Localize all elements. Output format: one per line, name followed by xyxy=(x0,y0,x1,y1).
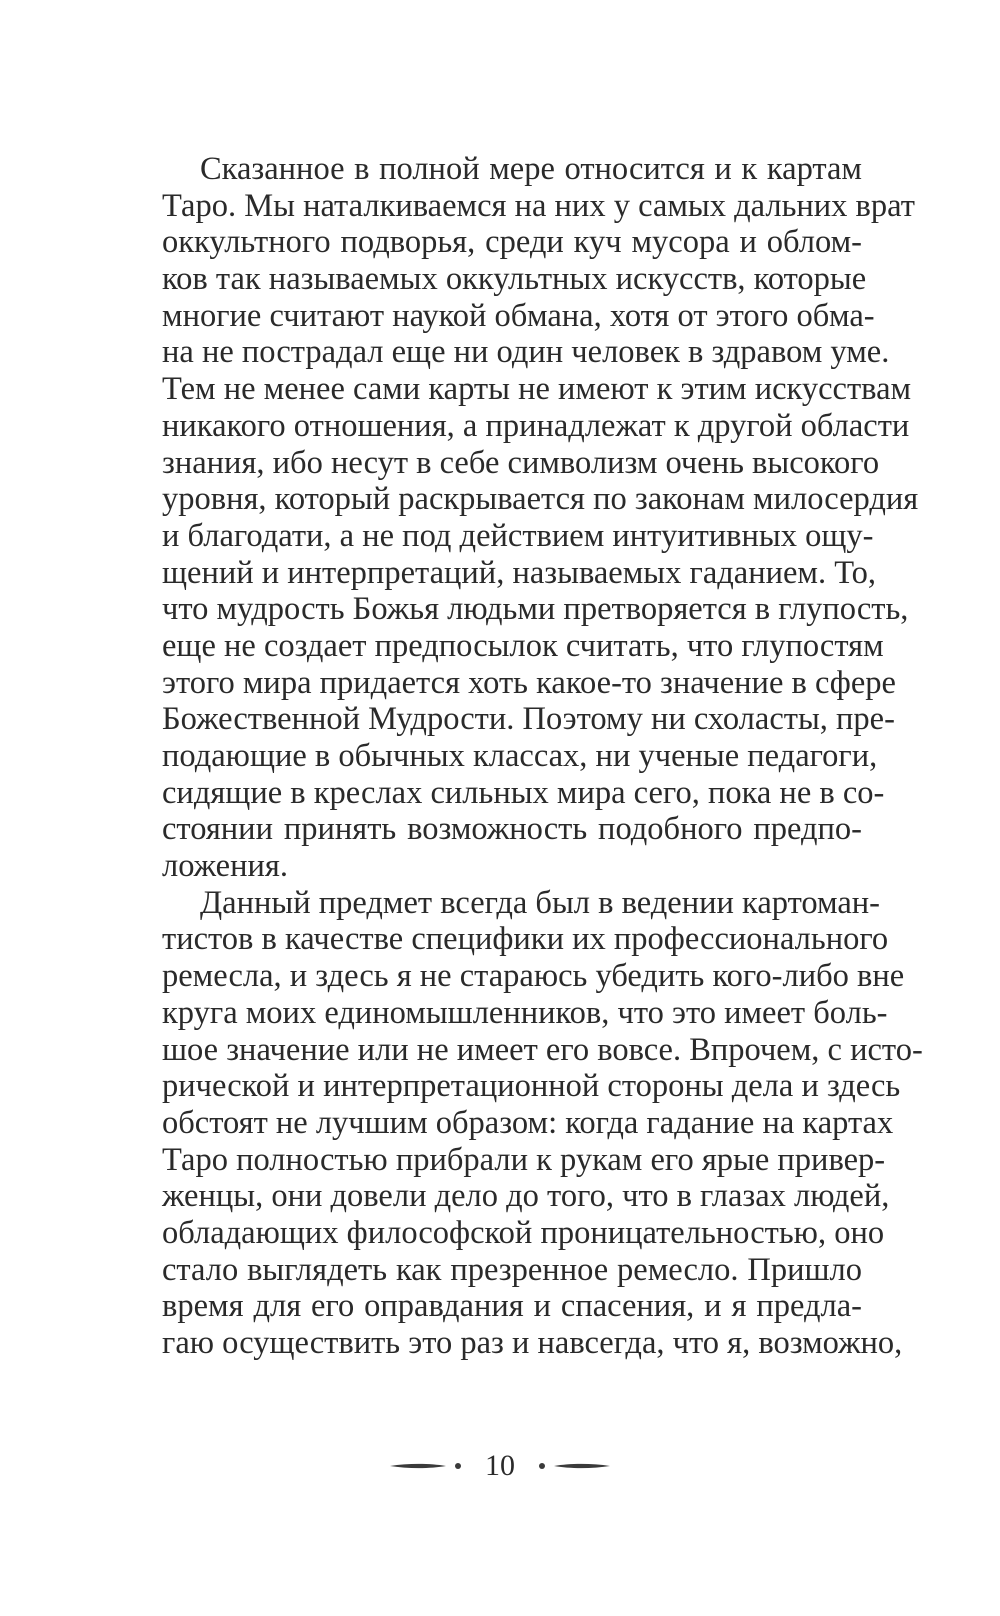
text-line: рической и интерпретационной стороны дела и здесь xyxy=(162,1068,901,1105)
text-line: время для его оправдания и спасения, и я предла- xyxy=(162,1288,862,1325)
text-line: оккультного подворья, среди куч мусора и облом- xyxy=(162,224,862,261)
text-line: подающие в обычных классах, ни ученые педагоги, xyxy=(162,738,878,774)
text-line: ков так называемых оккультных искусств, которые xyxy=(162,261,867,298)
text-line: стоянии принять возможность подобного предпо- xyxy=(162,811,862,848)
paragraph-2 xyxy=(162,884,923,1362)
right-ornament-icon xyxy=(536,1460,612,1472)
text-line: на не пострадал еще ни один человек в здравом уме. xyxy=(162,334,890,371)
text-line: Данный предмет всегда был в ведении картоман- xyxy=(200,884,880,921)
text-line: стало выглядеть как презренное ремесло. Пришло xyxy=(162,1251,862,1288)
text-line: что мудрость Божья людьми претворяется в глупость, xyxy=(162,591,909,628)
text-line: ложения. xyxy=(162,848,288,885)
text-line: никакого отношения, а принадлежат к другой области xyxy=(162,407,910,444)
body-text xyxy=(162,151,923,1362)
text-line: щений и интерпретаций, называемых гаданием. То, xyxy=(162,554,877,591)
text-line: Тем не менее сами карты не имеют к этим искусствам xyxy=(162,371,912,408)
text-line: этого мира придается хоть какое-то значение в сфере xyxy=(162,664,896,701)
text-line: знания, ибо несут в себе символизм очень высокого xyxy=(162,444,880,481)
text-line: Божественной Мудрости. Поэтому ни схоласты, пре- xyxy=(162,701,895,738)
text-line: гаю осуществить это раз и навсегда, что я, возможно, xyxy=(162,1325,903,1361)
text-line: Сказанное в полной мере относится и к картам xyxy=(200,151,862,187)
text-line: сидящие в креслах сильных мира сего, пока не в со- xyxy=(162,774,885,811)
text-line: ремесла, и здесь я не стараюсь убедить кого-либо вне xyxy=(162,958,905,995)
text-line: женцы, они довели дело до того, что в глазах людей, xyxy=(162,1178,890,1215)
text-line: обстоят не лучшим образом: когда гадание на картах xyxy=(162,1104,894,1141)
text-line: Таро полностью прибрали к рукам его ярые привер- xyxy=(162,1141,886,1178)
text-line: и благодати, а не под действием интуитивных ощу- xyxy=(162,517,874,554)
text-line: обладающих философской проницательностью, оно xyxy=(162,1214,885,1251)
text-line: уровня, который раскрывается по законам милосердия xyxy=(162,481,919,518)
text-line: шое значение или не имеет его вовсе. Впрочем, с исто- xyxy=(162,1031,923,1068)
text-line: Таро. Мы наталкиваемся на них у самых дальних врат xyxy=(162,187,915,224)
text-line: круга моих единомышленников, что это имеет боль- xyxy=(162,994,888,1031)
text-line: еще не создает предпосылок считать, что глупостям xyxy=(162,627,884,664)
left-ornament-icon xyxy=(388,1460,464,1472)
paragraph-1 xyxy=(162,151,919,885)
page-footer xyxy=(0,1448,1000,1488)
text-line: многие считают наукой обмана, хотя от этого обма- xyxy=(162,297,875,334)
text-line: тистов в качестве специфики их профессионального xyxy=(162,921,889,958)
page-number: 10 xyxy=(485,1449,515,1482)
